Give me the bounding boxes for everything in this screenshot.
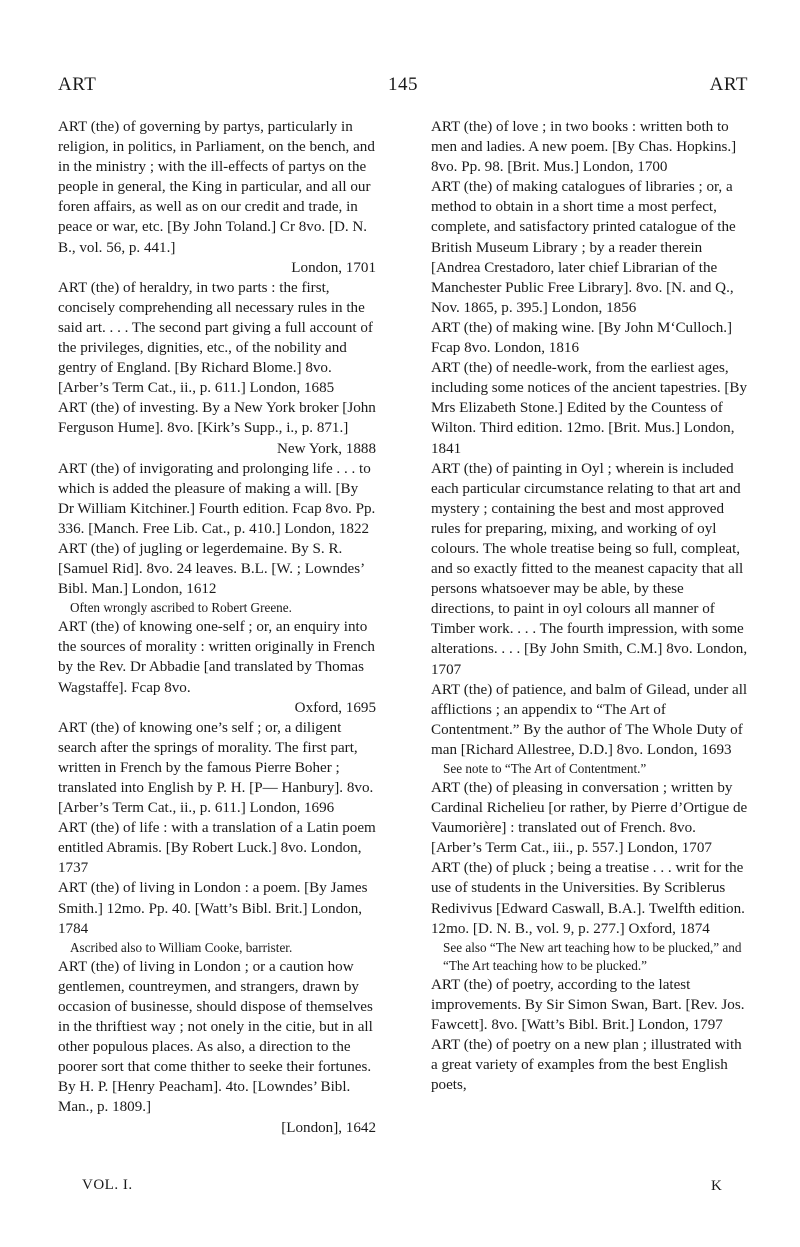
bibliography-entry (58, 818, 376, 878)
bibliography-entry (58, 539, 376, 599)
entry-text: ART (the) of governing by partys, particularly in religion, in politics, in Parliament, on the bench, and in the ministry ; with the ill-effects of partys on the people in general, the King in particular, and all our foren affairs, as well as on our credit and trade, in peace or war, etc. [By John Toland.] Cr 8vo. [D. N. B., vol. 56, p. 441.] (58, 119, 375, 256)
entry-text: ART (the) of love ; in two books : written both to men and ladies. A new poem. [By Chas. Hopkins.] 8vo. Pp. 98. [Brit. Mus.] London, 1700 (431, 119, 737, 176)
header-right-word: ART (709, 74, 748, 95)
entry-text: ART (the) of heraldry, in two parts : the first, concisely comprehending all necessary rules in the said art. . . . The second part giving a full account of the privileges, dignities, etc., of the nobility and gentry of England. [By Richard Blome.] 8vo. [Arber’s Term Cat., ii., p. 611.] London, 1685 (58, 279, 373, 397)
bibliography-entry (431, 358, 749, 458)
bibliography-entry (431, 177, 749, 318)
entry-text: ART (the) of living in London ; or a caution how gentlemen, countreymen, and strangers, drawn by occasion of businesse, should dispose of themselves in the thriftiest way ; not onely in the citie, but in all other populous places. As also, a direction to the poorer sort that come thither to seeke their fortunes. By H. P. [Henry Peacham]. 4to. [Lowndes’ Bibl. Man., p. 1809.] (58, 958, 373, 1116)
entry-text: ART (the) of knowing one-self ; or, an enquiry into the sources of morality : written originally in French by the Rev. Dr Abbadie [and translated by Thomas Wagstaffe]. Fcap 8vo. (58, 619, 375, 696)
bibliography-entry (431, 318, 749, 358)
entry-text: ART (the) of needle-work, from the earliest ages, including some notices of the ancient tapestries. [By Mrs Elizabeth Stone.] Edited by the Countess of Wilton. Third edition. 12mo. [Brit. Mus.] London, 1841 (431, 360, 748, 457)
entry-text: ART (the) of knowing one’s self ; or, a diligent search after the springs of morality. The first part, written in French by the famous Pierre Boher ; translated into English by P. H. [P— Hanbury]. 8vo. [Arber’s Term Cat., ii., p. 611.] London, 1696 (58, 719, 374, 817)
left-column (58, 117, 376, 1138)
entry-note: See note to “The Art of Contentment.” (443, 761, 647, 776)
bibliography-entry (58, 617, 376, 717)
bibliography-entry (58, 398, 376, 458)
entry-text: ART (the) of investing. By a New York broker [John Ferguson Hume]. 8vo. [Kirk’s Supp., i., p. 871.] (58, 400, 376, 437)
entry-text: ART (the) of painting in Oyl ; wherein is included each particular circumstance relating to that art and mystery ; containing the best and most approved rules for preparing, mixing, and working of oyl colours. The whole treatise being so full, compleat, and so exactly fitted to the meanest capacity that all persons whatsoever may be able, by these directions, to paint in oyl colours all manner of Timber work. . . . The fourth impression, with some alterations. . . . [By John Smith, C.M.] 8vo. London, 1707 (431, 460, 748, 678)
entry-text: ART (the) of making wine. [By John M‘Culloch.] Fcap 8vo. London, 1816 (431, 319, 733, 357)
entry-imprint: Oxford, 1695 (294, 699, 376, 716)
entry-note: Often wrongly ascribed to Robert Greene. (70, 600, 292, 616)
entry-text: ART (the) of making catalogues of libraries ; or, a method to obtain in a short time a most perfect, complete, and satisfactory printed catalogue of the British Museum Library ; by a reader therein [Andrea Crestadoro, later chief Librarian of the Manchester Public Free Library]. 8vo. [N. and Q., Nov. 1865, p. 395.] London, 1856 (431, 179, 736, 316)
bibliography-entry (58, 278, 376, 399)
bibliography-entry (431, 778, 749, 858)
bibliography-entry (431, 117, 749, 177)
right-column (431, 117, 749, 1095)
bibliography-entry (431, 459, 749, 680)
header-left-word: ART (58, 74, 97, 95)
entry-imprint: [London], 1642 (281, 1119, 376, 1136)
catchword: K (711, 1178, 722, 1194)
bibliography-entry (58, 878, 376, 938)
entry-note: See also “The New art teaching how to be plucked,” and “The Art teaching how to be plucked.” (443, 939, 742, 973)
running-header (58, 74, 748, 104)
entry-text: ART (the) of invigorating and prolonging life . . . to which is added the pleasure of making a will. [By Dr William Kitchiner.] Fourth edition. Fcap 8vo. Pp. 336. [Manch. Free Lib. Cat., p. 410.] London, 1822 (58, 460, 376, 537)
bibliography-entry (431, 975, 749, 1035)
entry-text: ART (the) of pleasing in conversation ; written by Cardinal Richelieu [or rather, by Pierre d’Ortigue de Vaumorière] : translated out of French. 8vo. [Arber’s Term Cat., iii., p. 557.] London, 1707 (431, 780, 748, 857)
bibliography-entry (431, 1035, 749, 1095)
entry-text: ART (the) of poetry, according to the latest improvements. By Sir Simon Swan, Bart. [Rev. Jos. Fawcett]. 8vo. [Watt’s Bibl. Brit.] London, 1797 (431, 976, 745, 1033)
entry-text: ART (the) of jugling or legerdemaine. By S. R. [Samuel Rid]. 8vo. 24 leaves. B.L. [W. ; Lowndes’ Bibl. Man.] London, 1612 (58, 540, 365, 598)
bibliography-entry (58, 117, 376, 278)
entry-text: ART (the) of patience, and balm of Gilead, under all afflictions ; an appendix to “The Art of Contentment.” By the author of The Whole Duty of man [Richard Allestree, D.D.] 8vo. London, 1693 (431, 681, 748, 758)
entry-note: Ascribed also to William Cooke, barrister. (70, 939, 293, 955)
entry-imprint: London, 1701 (291, 259, 376, 276)
entry-text: ART (the) of pluck ; being a treatise . . . writ for the use of students in the Universities. By Scriblerus Redivivus [Edward Caswall, B.A.]. Twelfth edition. 12mo. [D. N. B., vol. 9, p. 277.] Oxford, 1874 (431, 860, 745, 937)
bibliography-entry (431, 680, 749, 760)
entry-text: ART (the) of poetry on a new plan ; illustrated with a great variety of examples from the best English poets, (431, 1037, 742, 1094)
page-number: 145 (388, 74, 418, 95)
entry-text: ART (the) of life : with a translation of a Latin poem entitled Abramis. [By Robert Luck.] 8vo. London, 1737 (58, 820, 376, 877)
bibliography-entry (431, 858, 749, 938)
entry-imprint: New York, 1888 (277, 440, 376, 457)
bibliography-entry (58, 718, 376, 818)
bibliography-entry (58, 459, 376, 539)
bibliography-entry (58, 957, 376, 1138)
volume-signature: VOL. I. (82, 1177, 133, 1193)
entry-text: ART (the) of living in London : a poem. [By James Smith.] 12mo. Pp. 40. [Watt’s Bibl. Brit.] London, 1784 (58, 880, 368, 937)
